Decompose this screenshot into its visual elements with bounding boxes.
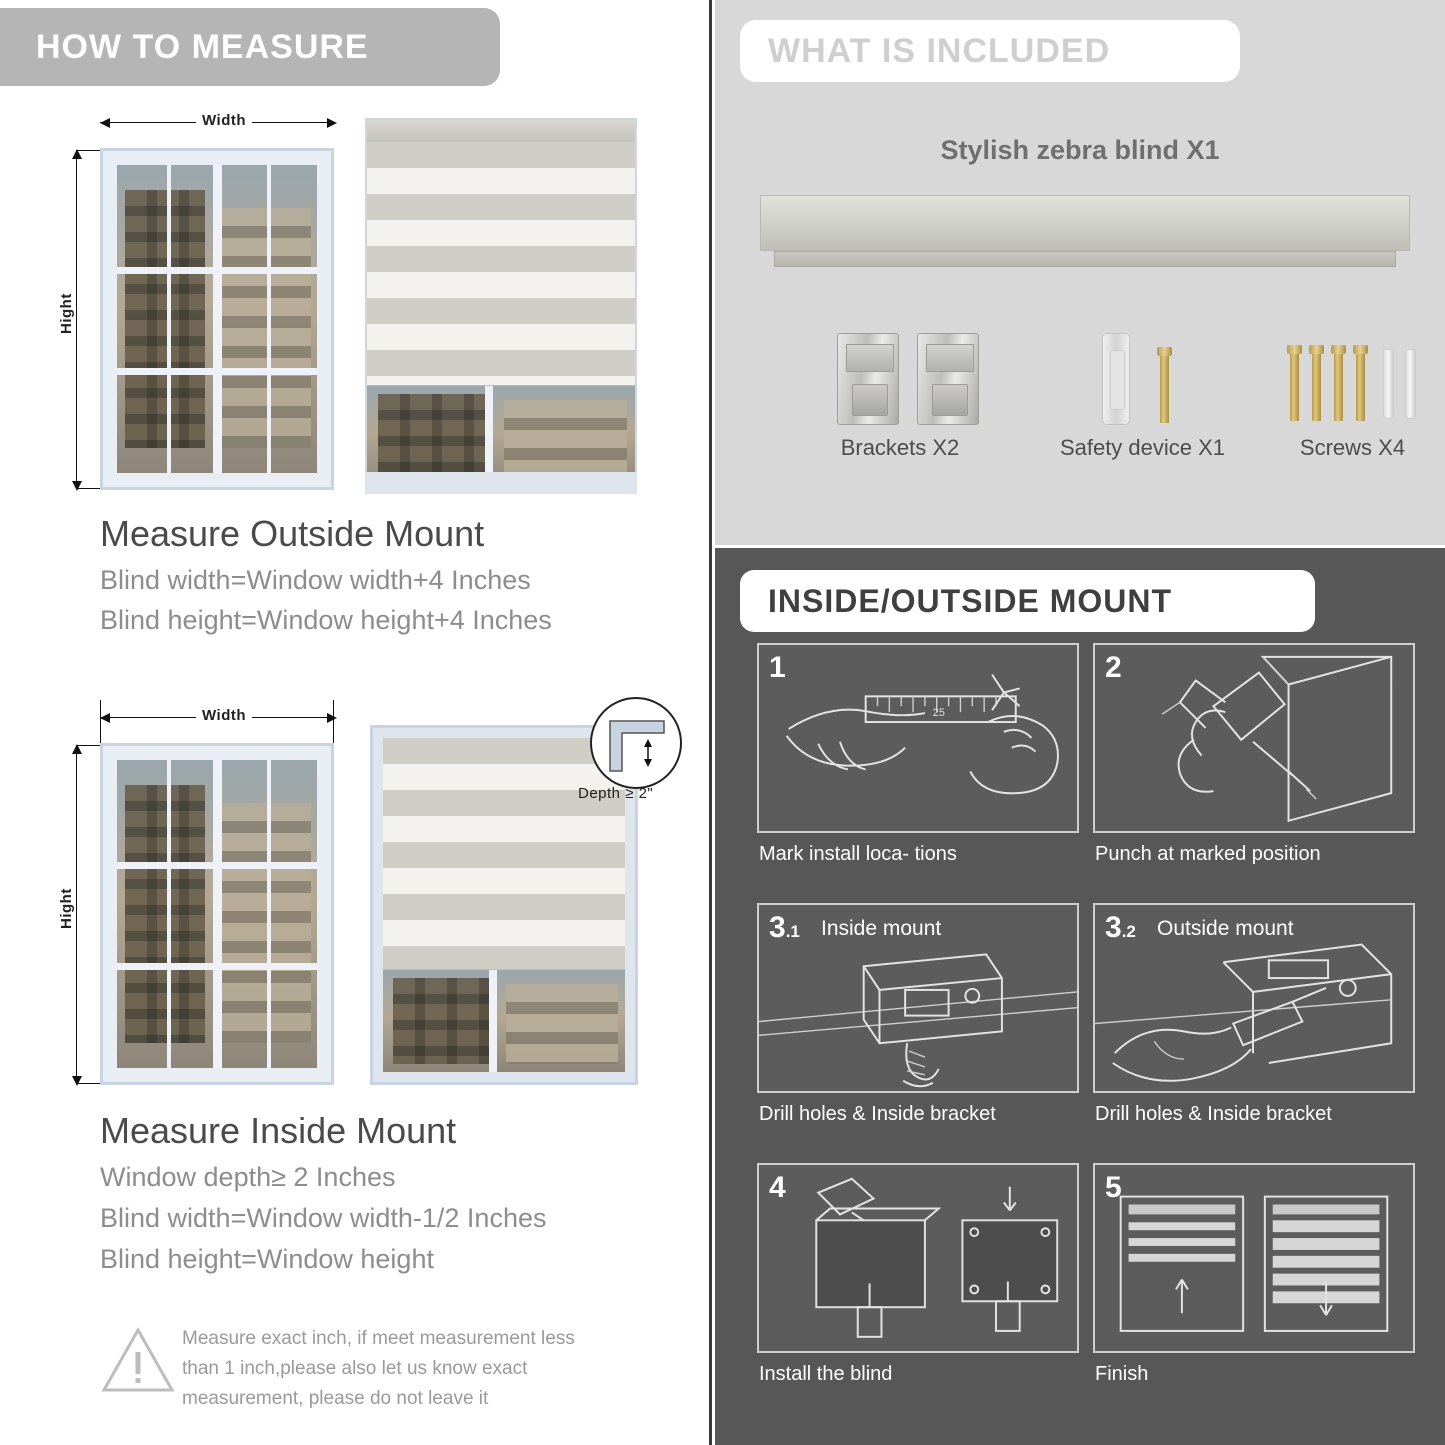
step-1-number: 1 [769, 651, 786, 684]
safety-device-label: Safety device X1 [1059, 435, 1226, 460]
blind-fabric [367, 142, 635, 386]
blind-headrail [367, 120, 635, 142]
inside-height-label: Hight [58, 882, 75, 935]
window2-mullion-a [167, 760, 171, 1068]
inside-mount-line2: Blind width=Window width-1/2 Inches [100, 1203, 547, 1233]
window2-mullion-h1 [117, 862, 317, 869]
step-3-1 [757, 903, 1079, 1093]
brackets-label: Brackets X2 [840, 435, 960, 460]
part-brackets [775, 325, 1025, 461]
step-4 [757, 1163, 1079, 1353]
depth-label: Depth ≥ 2" [578, 785, 654, 802]
step-5-sketch [1095, 1165, 1413, 1353]
outside-mount-line1: Blind width=Window width+4 Inches [100, 565, 531, 595]
inside-outside-mount-header: INSIDE/OUTSIDE MOUNT [740, 570, 1315, 632]
window2-mullion-b [267, 760, 271, 1068]
inside-mount-title: Measure Inside Mount [100, 1110, 457, 1151]
step-4-number: 4 [769, 1171, 786, 1204]
step-3-2-inline-label: Outside mount [1157, 917, 1294, 940]
window2-mullion-h2 [117, 963, 317, 970]
step-3-2 [1093, 903, 1415, 1093]
step-1-caption: Mark install loca- tions [759, 843, 957, 865]
note-line-2: than 1 inch,please also let us know exact [182, 1358, 528, 1379]
inside-outside-mount-panel [715, 548, 1445, 1445]
window-outside [100, 148, 334, 490]
depth-callout [548, 695, 712, 835]
blind-inside-view [383, 970, 625, 1072]
blind-inside-window [383, 970, 625, 1072]
step-3-2-number: 3.2 [1105, 911, 1136, 944]
screw-icon-2 [1312, 345, 1321, 421]
outside-window-sill [365, 472, 637, 494]
step-4-caption: Install the blind [759, 1363, 893, 1385]
window-inside [100, 743, 334, 1085]
step-2-number: 2 [1105, 651, 1122, 684]
inside-mount-line3: Blind height=Window height [100, 1244, 434, 1274]
how-to-measure-header: HOW TO MEASURE [0, 8, 500, 86]
step-5 [1093, 1163, 1415, 1353]
zebra-blind-headrail [760, 195, 1410, 270]
window2-mullion-center [213, 760, 222, 1068]
part-safety-device [1020, 325, 1265, 461]
inside-mount-line1: Window depth≥ 2 Inches [100, 1162, 396, 1192]
window-inside-view [117, 760, 317, 1068]
step-3-2-caption: Drill holes & Inside bracket [1095, 1103, 1332, 1125]
window-mullion-center [213, 165, 222, 473]
screw-icon-4 [1356, 345, 1365, 421]
outside-mount-line2: Blind height=Window height+4 Inches [100, 605, 552, 635]
window-mullion-h2 [117, 368, 317, 375]
screws-label: Screws X4 [1299, 435, 1406, 460]
note-line-3: measurement, please do not leave it [182, 1388, 489, 1409]
step-4-sketch [759, 1165, 1077, 1353]
outside-mount-diagram [0, 100, 712, 500]
blind-inside-mullion [489, 970, 497, 1072]
window-mullion-b [267, 165, 271, 473]
window-mullion-a [167, 165, 171, 473]
note-line-1: Measure exact inch, if meet measurement less [182, 1328, 575, 1349]
step-5-caption: Finish [1095, 1363, 1149, 1385]
bracket-icon-2 [917, 333, 979, 425]
step-1-sketch [759, 645, 1077, 833]
what-is-included-header: WHAT IS INCLUDED [740, 20, 1240, 82]
how-to-measure-column [0, 0, 712, 1445]
what-is-included-panel [715, 0, 1445, 545]
inside-width-label: Width [196, 707, 252, 724]
screw-icon-1 [1290, 345, 1299, 421]
wall-plug-icon-2 [1405, 349, 1416, 419]
step-5-number: 5 [1105, 1171, 1122, 1204]
step-2-caption: Punch at marked position [1095, 843, 1321, 865]
part-screws [1260, 325, 1445, 461]
right-column [715, 0, 1445, 1445]
step-3-1-inline-label: Inside mount [821, 917, 942, 940]
included-main-item-label: Stylish zebra blind X1 [940, 135, 1220, 165]
outside-height-label: Hight [58, 287, 75, 340]
measure-note [100, 1318, 660, 1418]
safety-screw-icon [1160, 347, 1169, 423]
step-2-sketch [1095, 645, 1413, 833]
svg-text:25: 25 [932, 707, 945, 720]
window-mullion-h1 [117, 267, 317, 274]
outside-width-label: Width [196, 112, 252, 129]
step-1 [757, 643, 1079, 833]
window-view [117, 165, 317, 473]
safety-device-icon [1102, 333, 1130, 425]
outside-mount-title: Measure Outside Mount [100, 513, 485, 554]
inside-mount-diagram [0, 695, 712, 1095]
bracket-icon-1 [837, 333, 899, 425]
step-3-1-caption: Drill holes & Inside bracket [759, 1103, 996, 1125]
step-2 [1093, 643, 1415, 833]
wall-plug-icon-1 [1383, 349, 1394, 419]
headrail-top [760, 195, 1410, 251]
blind-outside-mount [365, 118, 637, 490]
step-3-1-number: 3.1 [769, 911, 800, 944]
screw-icon-3 [1334, 345, 1343, 421]
headrail-bottom [774, 251, 1396, 267]
warning-triangle-icon [100, 1322, 176, 1398]
